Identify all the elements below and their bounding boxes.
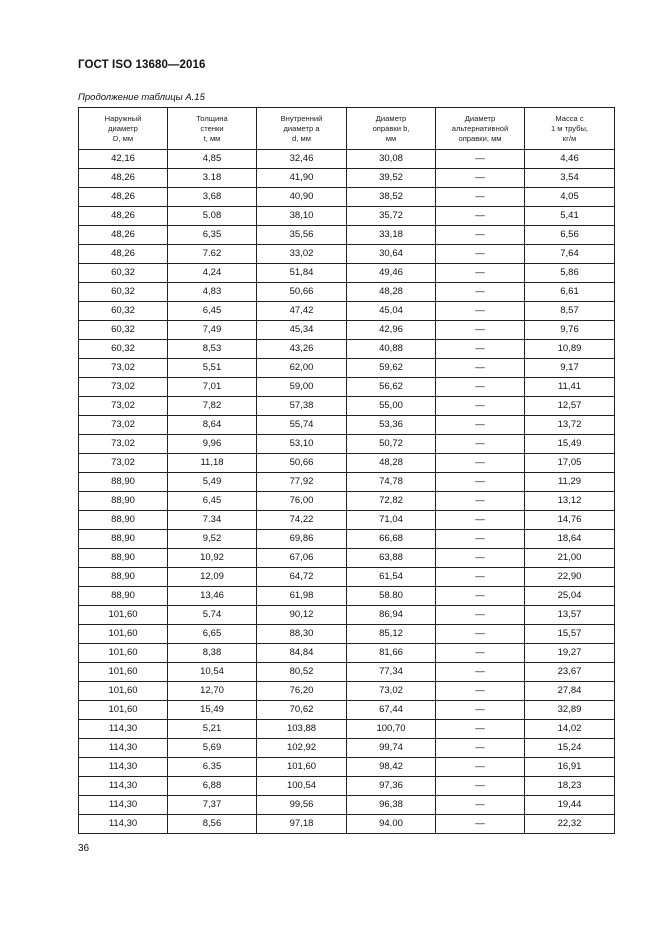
table-cell-mass-per-meter: 10,89 xyxy=(525,340,615,359)
table-cell-mass-per-meter: 11,41 xyxy=(525,378,615,397)
column-header-alt-mandrel-diameter: Диаметр альтернативной оправки, мм xyxy=(436,108,525,150)
column-header-mass-per-meter: Масса c 1 м трубы, кг/м xyxy=(525,108,615,150)
table-cell-inner-diameter: 61,98 xyxy=(257,587,347,606)
table-row xyxy=(79,720,615,739)
table-cell-mandrel-diameter: 56,62 xyxy=(347,378,436,397)
table-cell-mass-per-meter: 18,23 xyxy=(525,777,615,796)
table-cell-mass-per-meter: 27,84 xyxy=(525,682,615,701)
table-row xyxy=(79,416,615,435)
table-row xyxy=(79,226,615,245)
table-cell-mass-per-meter: 25,04 xyxy=(525,587,615,606)
table-row xyxy=(79,302,615,321)
table-cell-outer-diameter: 88,90 xyxy=(79,568,168,587)
table-cell-alt-mandrel-diameter: — xyxy=(436,169,525,188)
table-cell-wall-thickness: 7,01 xyxy=(168,378,257,397)
table-row xyxy=(79,207,615,226)
document-header: ГОСТ ISO 13680—2016 xyxy=(78,59,206,71)
table-cell-mass-per-meter: 21,00 xyxy=(525,549,615,568)
table-cell-mandrel-diameter: 58.80 xyxy=(347,587,436,606)
table-cell-outer-diameter: 88,90 xyxy=(79,549,168,568)
table-cell-wall-thickness: 12,70 xyxy=(168,682,257,701)
table-cell-mass-per-meter: 11,29 xyxy=(525,473,615,492)
table-cell-inner-diameter: 38,10 xyxy=(257,207,347,226)
table-row xyxy=(79,169,615,188)
table-cell-mass-per-meter: 5,41 xyxy=(525,207,615,226)
table-cell-inner-diameter: 45,34 xyxy=(257,321,347,340)
table-cell-wall-thickness: 5.74 xyxy=(168,606,257,625)
table-header-row xyxy=(79,108,615,150)
table-cell-alt-mandrel-diameter: — xyxy=(436,530,525,549)
table-cell-outer-diameter: 114,30 xyxy=(79,796,168,815)
table-cell-mandrel-diameter: 74,78 xyxy=(347,473,436,492)
table-cell-mandrel-diameter: 66,68 xyxy=(347,530,436,549)
table-cell-wall-thickness: 4,83 xyxy=(168,283,257,302)
table-cell-alt-mandrel-diameter: — xyxy=(436,606,525,625)
table-cell-inner-diameter: 101,60 xyxy=(257,758,347,777)
table-cell-inner-diameter: 51,84 xyxy=(257,264,347,283)
table-cell-wall-thickness: 3.18 xyxy=(168,169,257,188)
table-cell-alt-mandrel-diameter: — xyxy=(436,435,525,454)
table-cell-outer-diameter: 60,32 xyxy=(79,321,168,340)
table-cell-inner-diameter: 80,52 xyxy=(257,663,347,682)
table-cell-alt-mandrel-diameter: — xyxy=(436,644,525,663)
table-cell-alt-mandrel-diameter: — xyxy=(436,587,525,606)
table-cell-inner-diameter: 32,46 xyxy=(257,150,347,169)
table-cell-mandrel-diameter: 48,28 xyxy=(347,283,436,302)
table-cell-wall-thickness: 5,49 xyxy=(168,473,257,492)
table-cell-wall-thickness: 3,68 xyxy=(168,188,257,207)
table-cell-mandrel-diameter: 30,08 xyxy=(347,150,436,169)
table-cell-mass-per-meter: 13,72 xyxy=(525,416,615,435)
table-cell-outer-diameter: 114,30 xyxy=(79,739,168,758)
table-cell-wall-thickness: 13,46 xyxy=(168,587,257,606)
table-cell-mandrel-diameter: 35,72 xyxy=(347,207,436,226)
table-row xyxy=(79,530,615,549)
table-cell-inner-diameter: 102,92 xyxy=(257,739,347,758)
table-cell-mass-per-meter: 6,61 xyxy=(525,283,615,302)
table-cell-mandrel-diameter: 39,52 xyxy=(347,169,436,188)
table-cell-mandrel-diameter: 81,66 xyxy=(347,644,436,663)
table-cell-mandrel-diameter: 100,70 xyxy=(347,720,436,739)
table-cell-outer-diameter: 101,60 xyxy=(79,606,168,625)
table-cell-alt-mandrel-diameter: — xyxy=(436,663,525,682)
table-row xyxy=(79,587,615,606)
table-row xyxy=(79,701,615,720)
table-cell-mandrel-diameter: 49,46 xyxy=(347,264,436,283)
table-cell-wall-thickness: 10,92 xyxy=(168,549,257,568)
table-cell-mandrel-diameter: 72,82 xyxy=(347,492,436,511)
table-cell-wall-thickness: 7,82 xyxy=(168,397,257,416)
table-cell-inner-diameter: 50,66 xyxy=(257,283,347,302)
table-cell-outer-diameter: 60,32 xyxy=(79,264,168,283)
table-cell-alt-mandrel-diameter: — xyxy=(436,739,525,758)
table-cell-inner-diameter: 67,06 xyxy=(257,549,347,568)
table-cell-outer-diameter: 101,60 xyxy=(79,663,168,682)
table-cell-alt-mandrel-diameter: — xyxy=(436,758,525,777)
table-row xyxy=(79,492,615,511)
table-cell-mandrel-diameter: 67,44 xyxy=(347,701,436,720)
column-header-inner-diameter: Внутренний диаметр a d, мм xyxy=(257,108,347,150)
table-row xyxy=(79,435,615,454)
table-cell-alt-mandrel-diameter: — xyxy=(436,264,525,283)
table-cell-outer-diameter: 101,60 xyxy=(79,701,168,720)
table-row xyxy=(79,758,615,777)
table-row xyxy=(79,796,615,815)
table-cell-outer-diameter: 101,60 xyxy=(79,625,168,644)
table-cell-inner-diameter: 40,90 xyxy=(257,188,347,207)
table-cell-outer-diameter: 73,02 xyxy=(79,416,168,435)
table-cell-mass-per-meter: 9,76 xyxy=(525,321,615,340)
table-cell-inner-diameter: 69,86 xyxy=(257,530,347,549)
table-row xyxy=(79,644,615,663)
table-row xyxy=(79,606,615,625)
table-cell-wall-thickness: 7,49 xyxy=(168,321,257,340)
table-cell-inner-diameter: 88,30 xyxy=(257,625,347,644)
page-number: 36 xyxy=(78,843,90,854)
table-row xyxy=(79,283,615,302)
table-cell-outer-diameter: 48,26 xyxy=(79,169,168,188)
table-cell-alt-mandrel-diameter: — xyxy=(436,340,525,359)
table-body xyxy=(79,150,615,834)
table-cell-mandrel-diameter: 61,54 xyxy=(347,568,436,587)
table-cell-alt-mandrel-diameter: — xyxy=(436,625,525,644)
table-cell-alt-mandrel-diameter: — xyxy=(436,720,525,739)
table-cell-wall-thickness: 4,24 xyxy=(168,264,257,283)
table-cell-inner-diameter: 77,92 xyxy=(257,473,347,492)
table-cell-outer-diameter: 60,32 xyxy=(79,283,168,302)
table-cell-outer-diameter: 88,90 xyxy=(79,492,168,511)
table-cell-wall-thickness: 5.08 xyxy=(168,207,257,226)
table-cell-alt-mandrel-diameter: — xyxy=(436,682,525,701)
table-caption: Продолжение таблицы A.15 xyxy=(78,92,205,103)
table-cell-mandrel-diameter: 94.00 xyxy=(347,815,436,834)
table-cell-wall-thickness: 9,52 xyxy=(168,530,257,549)
table-cell-wall-thickness: 5,51 xyxy=(168,359,257,378)
table-cell-alt-mandrel-diameter: — xyxy=(436,796,525,815)
table-cell-mandrel-diameter: 33,18 xyxy=(347,226,436,245)
table-cell-alt-mandrel-diameter: — xyxy=(436,815,525,834)
table-cell-inner-diameter: 100,54 xyxy=(257,777,347,796)
table-cell-wall-thickness: 8,38 xyxy=(168,644,257,663)
table-cell-wall-thickness: 10,54 xyxy=(168,663,257,682)
table-cell-inner-diameter: 55,74 xyxy=(257,416,347,435)
table-cell-inner-diameter: 64,72 xyxy=(257,568,347,587)
table-cell-inner-diameter: 62,00 xyxy=(257,359,347,378)
table-cell-wall-thickness: 5,21 xyxy=(168,720,257,739)
table-cell-mass-per-meter: 12,57 xyxy=(525,397,615,416)
table-cell-inner-diameter: 76,20 xyxy=(257,682,347,701)
table-cell-mandrel-diameter: 45,04 xyxy=(347,302,436,321)
table-cell-inner-diameter: 57,38 xyxy=(257,397,347,416)
table-cell-outer-diameter: 48,26 xyxy=(79,207,168,226)
table-cell-inner-diameter: 99,56 xyxy=(257,796,347,815)
table-cell-wall-thickness: 6,45 xyxy=(168,492,257,511)
table-cell-alt-mandrel-diameter: — xyxy=(436,397,525,416)
table-cell-wall-thickness: 6.35 xyxy=(168,758,257,777)
table-row xyxy=(79,454,615,473)
table-cell-wall-thickness: 9,96 xyxy=(168,435,257,454)
table-cell-alt-mandrel-diameter: — xyxy=(436,549,525,568)
table-cell-alt-mandrel-diameter: — xyxy=(436,207,525,226)
table-cell-mass-per-meter: 9,17 xyxy=(525,359,615,378)
table-cell-wall-thickness: 7.62 xyxy=(168,245,257,264)
table-cell-alt-mandrel-diameter: — xyxy=(436,701,525,720)
table-cell-outer-diameter: 48,26 xyxy=(79,188,168,207)
table-cell-outer-diameter: 114,30 xyxy=(79,815,168,834)
table-cell-mandrel-diameter: 55,00 xyxy=(347,397,436,416)
table-cell-mass-per-meter: 6,56 xyxy=(525,226,615,245)
table-cell-outer-diameter: 73,02 xyxy=(79,397,168,416)
table-cell-mass-per-meter: 15,49 xyxy=(525,435,615,454)
table-cell-inner-diameter: 103,88 xyxy=(257,720,347,739)
table-cell-mandrel-diameter: 42,96 xyxy=(347,321,436,340)
table-cell-alt-mandrel-diameter: — xyxy=(436,511,525,530)
table-cell-mass-per-meter: 19,44 xyxy=(525,796,615,815)
table-cell-inner-diameter: 70,62 xyxy=(257,701,347,720)
table-cell-wall-thickness: 7,37 xyxy=(168,796,257,815)
table-cell-outer-diameter: 101,60 xyxy=(79,682,168,701)
table-cell-mandrel-diameter: 96,38 xyxy=(347,796,436,815)
table-cell-outer-diameter: 114,30 xyxy=(79,758,168,777)
table-cell-wall-thickness: 12,09 xyxy=(168,568,257,587)
table-cell-inner-diameter: 33,02 xyxy=(257,245,347,264)
table-cell-wall-thickness: 8,64 xyxy=(168,416,257,435)
table-cell-outer-diameter: 73,02 xyxy=(79,454,168,473)
table-cell-wall-thickness: 6,88 xyxy=(168,777,257,796)
table-cell-mandrel-diameter: 73,02 xyxy=(347,682,436,701)
table-cell-wall-thickness: 8,53 xyxy=(168,340,257,359)
table-cell-wall-thickness: 15,49 xyxy=(168,701,257,720)
table-cell-outer-diameter: 88,90 xyxy=(79,473,168,492)
table-cell-alt-mandrel-diameter: — xyxy=(436,473,525,492)
table-cell-alt-mandrel-diameter: — xyxy=(436,321,525,340)
table-cell-mandrel-diameter: 99,74 xyxy=(347,739,436,758)
table-cell-inner-diameter: 41,90 xyxy=(257,169,347,188)
table-cell-outer-diameter: 48,26 xyxy=(79,245,168,264)
table-cell-outer-diameter: 60,32 xyxy=(79,340,168,359)
table-row xyxy=(79,188,615,207)
table-cell-mass-per-meter: 15,57 xyxy=(525,625,615,644)
table-cell-inner-diameter: 53,10 xyxy=(257,435,347,454)
table-row xyxy=(79,397,615,416)
table-cell-mass-per-meter: 14,76 xyxy=(525,511,615,530)
table-cell-mass-per-meter: 13,57 xyxy=(525,606,615,625)
table-cell-alt-mandrel-diameter: — xyxy=(436,302,525,321)
table-cell-mass-per-meter: 23,67 xyxy=(525,663,615,682)
table-cell-outer-diameter: 73,02 xyxy=(79,435,168,454)
table-cell-outer-diameter: 88,90 xyxy=(79,587,168,606)
table-cell-mass-per-meter: 4,46 xyxy=(525,150,615,169)
table-cell-wall-thickness: 4,85 xyxy=(168,150,257,169)
table-row xyxy=(79,150,615,169)
table-cell-wall-thickness: 11,18 xyxy=(168,454,257,473)
table-cell-inner-diameter: 90,12 xyxy=(257,606,347,625)
column-header-wall-thickness: Толщина стенки t, мм xyxy=(168,108,257,150)
table-cell-mass-per-meter: 22,90 xyxy=(525,568,615,587)
table-cell-mass-per-meter: 16,91 xyxy=(525,758,615,777)
table-cell-outer-diameter: 60,32 xyxy=(79,302,168,321)
table-cell-alt-mandrel-diameter: — xyxy=(436,283,525,302)
table-cell-mass-per-meter: 18,64 xyxy=(525,530,615,549)
table-cell-mandrel-diameter: 53,36 xyxy=(347,416,436,435)
table-row xyxy=(79,663,615,682)
table-cell-outer-diameter: 73,02 xyxy=(79,378,168,397)
table-cell-wall-thickness: 8,56 xyxy=(168,815,257,834)
table-row xyxy=(79,245,615,264)
table-cell-outer-diameter: 101,60 xyxy=(79,644,168,663)
table-cell-inner-diameter: 74,22 xyxy=(257,511,347,530)
table-cell-outer-diameter: 114,30 xyxy=(79,777,168,796)
table-cell-mass-per-meter: 14,02 xyxy=(525,720,615,739)
table-row xyxy=(79,264,615,283)
table-cell-wall-thickness: 6,35 xyxy=(168,226,257,245)
table-cell-mandrel-diameter: 71,04 xyxy=(347,511,436,530)
table-cell-alt-mandrel-diameter: — xyxy=(436,188,525,207)
table-cell-mandrel-diameter: 40,88 xyxy=(347,340,436,359)
column-header-outer-diameter: Наружный диаметр D, мм xyxy=(79,108,168,150)
table-cell-mandrel-diameter: 98,42 xyxy=(347,758,436,777)
table-cell-mandrel-diameter: 85,12 xyxy=(347,625,436,644)
table-cell-wall-thickness: 7.34 xyxy=(168,511,257,530)
table-row xyxy=(79,777,615,796)
table-cell-alt-mandrel-diameter: — xyxy=(436,416,525,435)
table-cell-mass-per-meter: 32,89 xyxy=(525,701,615,720)
table-row xyxy=(79,359,615,378)
table-row xyxy=(79,340,615,359)
table-cell-mandrel-diameter: 77,34 xyxy=(347,663,436,682)
table-cell-inner-diameter: 59,00 xyxy=(257,378,347,397)
table-row xyxy=(79,682,615,701)
table-cell-mass-per-meter: 7,64 xyxy=(525,245,615,264)
table-cell-alt-mandrel-diameter: — xyxy=(436,150,525,169)
table-cell-inner-diameter: 97,18 xyxy=(257,815,347,834)
table-cell-mandrel-diameter: 48,28 xyxy=(347,454,436,473)
table-cell-outer-diameter: 114,30 xyxy=(79,720,168,739)
table-cell-inner-diameter: 76,00 xyxy=(257,492,347,511)
table-cell-alt-mandrel-diameter: — xyxy=(436,245,525,264)
table-cell-wall-thickness: 6,65 xyxy=(168,625,257,644)
pipe-dimensions-table xyxy=(78,107,615,834)
table-row xyxy=(79,568,615,587)
table-cell-mass-per-meter: 3,54 xyxy=(525,169,615,188)
table-cell-inner-diameter: 35,56 xyxy=(257,226,347,245)
table-cell-alt-mandrel-diameter: — xyxy=(436,568,525,587)
table-cell-alt-mandrel-diameter: — xyxy=(436,359,525,378)
column-header-mandrel-diameter: Диаметр оправки b, мм xyxy=(347,108,436,150)
table-cell-mass-per-meter: 19,27 xyxy=(525,644,615,663)
table-cell-mass-per-meter: 15,24 xyxy=(525,739,615,758)
table-cell-mandrel-diameter: 30,64 xyxy=(347,245,436,264)
table-cell-mandrel-diameter: 97,36 xyxy=(347,777,436,796)
table-cell-mandrel-diameter: 38,52 xyxy=(347,188,436,207)
table-cell-alt-mandrel-diameter: — xyxy=(436,492,525,511)
table-cell-mass-per-meter: 8,57 xyxy=(525,302,615,321)
table-row xyxy=(79,625,615,644)
table-cell-inner-diameter: 84,84 xyxy=(257,644,347,663)
table-row xyxy=(79,815,615,834)
table-cell-outer-diameter: 48,26 xyxy=(79,226,168,245)
table-cell-mandrel-diameter: 86,94 xyxy=(347,606,436,625)
table-cell-inner-diameter: 47,42 xyxy=(257,302,347,321)
table-row xyxy=(79,473,615,492)
table-cell-inner-diameter: 43,26 xyxy=(257,340,347,359)
table-cell-outer-diameter: 88,90 xyxy=(79,530,168,549)
table-cell-outer-diameter: 42,16 xyxy=(79,150,168,169)
table-cell-mandrel-diameter: 63,88 xyxy=(347,549,436,568)
table-cell-mass-per-meter: 17,05 xyxy=(525,454,615,473)
table-cell-inner-diameter: 50,66 xyxy=(257,454,347,473)
table-cell-outer-diameter: 88,90 xyxy=(79,511,168,530)
table-cell-wall-thickness: 5,69 xyxy=(168,739,257,758)
table-row xyxy=(79,321,615,340)
table-cell-mandrel-diameter: 50,72 xyxy=(347,435,436,454)
table-cell-mandrel-diameter: 59,62 xyxy=(347,359,436,378)
table-cell-mass-per-meter: 5,86 xyxy=(525,264,615,283)
table-row xyxy=(79,549,615,568)
table-cell-mass-per-meter: 4,05 xyxy=(525,188,615,207)
table-cell-outer-diameter: 73,02 xyxy=(79,359,168,378)
table-cell-mass-per-meter: 22,32 xyxy=(525,815,615,834)
table-cell-alt-mandrel-diameter: — xyxy=(436,454,525,473)
table-row xyxy=(79,511,615,530)
table-cell-alt-mandrel-diameter: — xyxy=(436,378,525,397)
table-cell-alt-mandrel-diameter: — xyxy=(436,226,525,245)
table-cell-alt-mandrel-diameter: — xyxy=(436,777,525,796)
table-cell-wall-thickness: 6,45 xyxy=(168,302,257,321)
table-row xyxy=(79,739,615,758)
table-cell-mass-per-meter: 13,12 xyxy=(525,492,615,511)
table-row xyxy=(79,378,615,397)
